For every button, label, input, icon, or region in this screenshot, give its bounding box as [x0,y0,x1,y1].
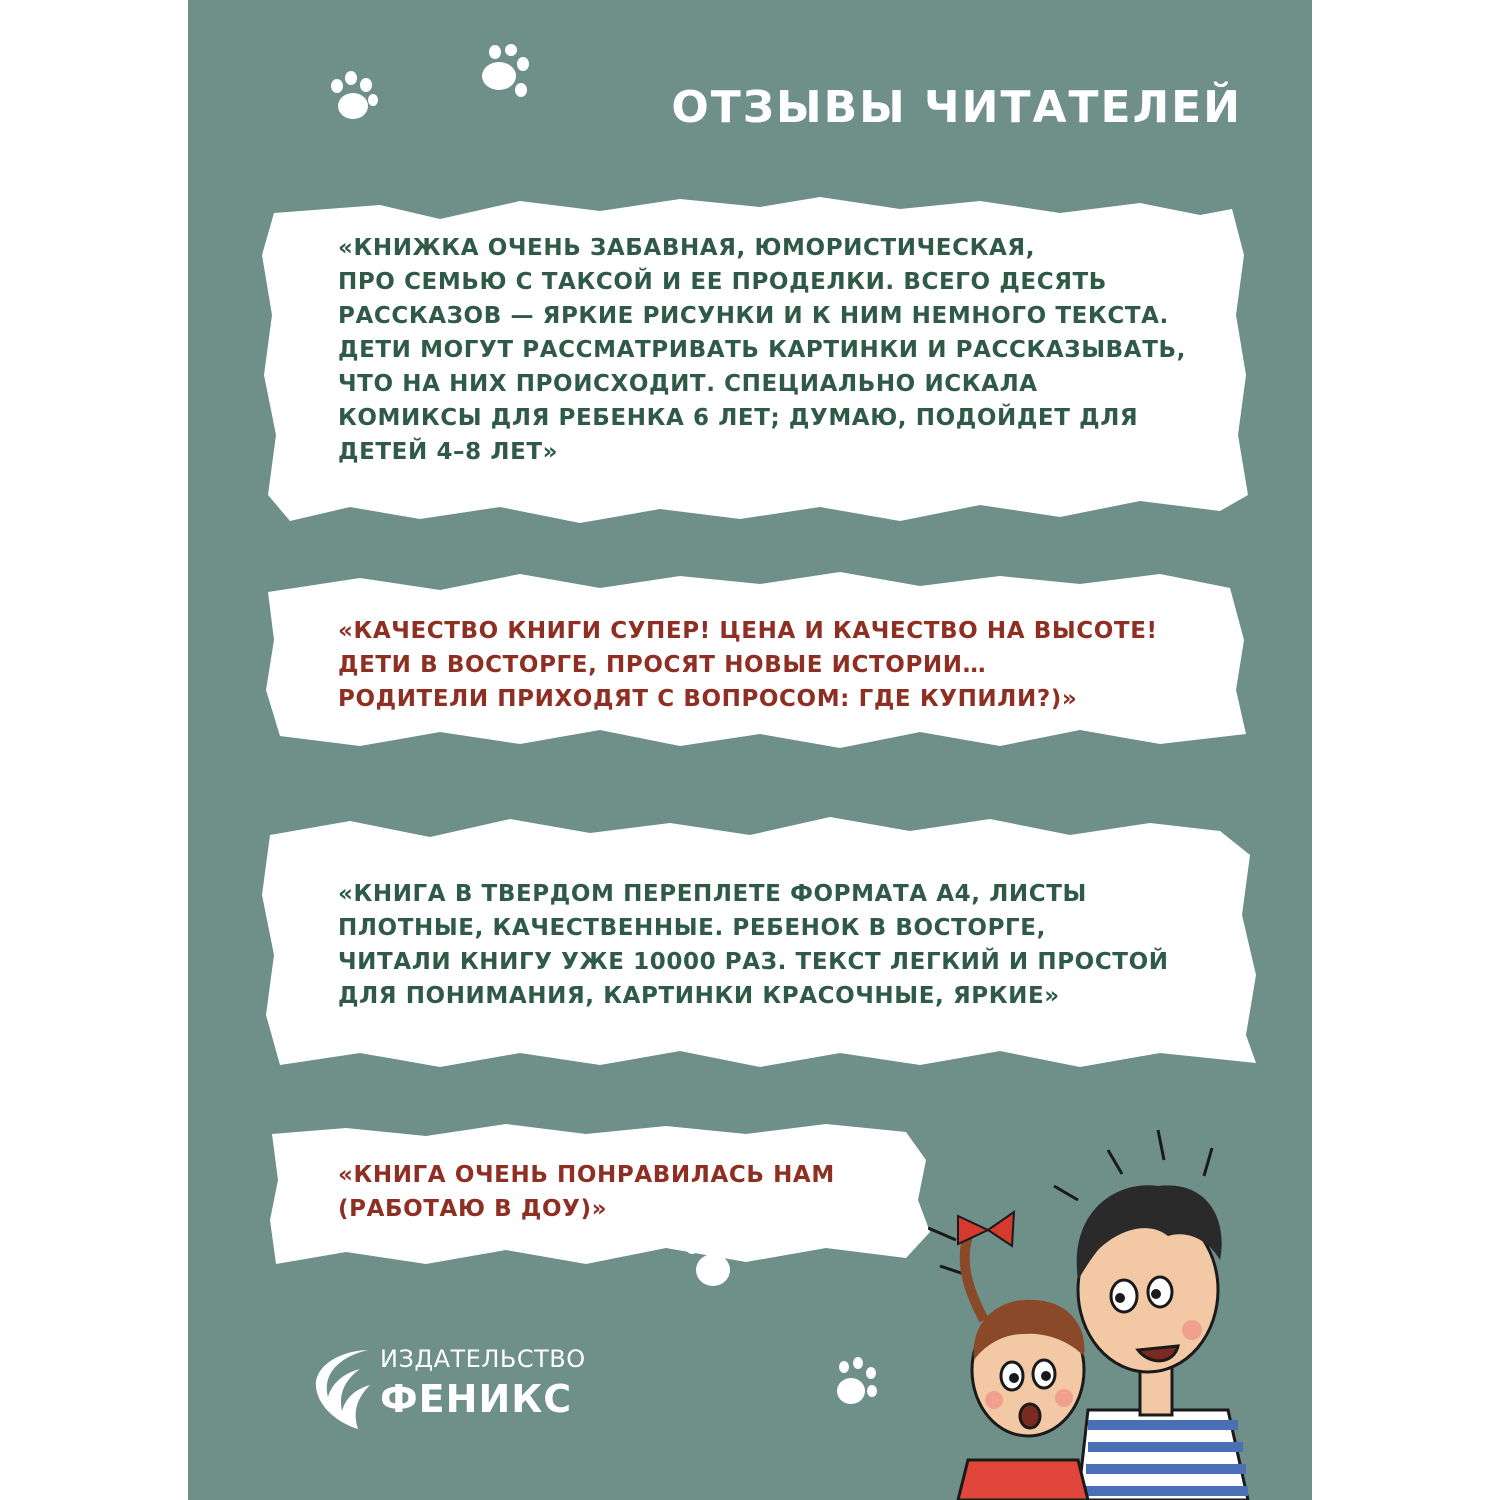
review-line: РОДИТЕЛИ ПРИХОДЯТ С ВОПРОСОМ: ГДЕ КУПИЛИ?)» [338,686,1078,712]
review-line: РАССКАЗОВ — ЯРКИЕ РИСУНКИ И К НИМ НЕМНОГО ТЕКСТА. [338,303,1169,329]
review-card [260,570,1248,750]
phoenix-logo-icon [308,1345,378,1435]
review-line: ПЛОТНЫЕ, КАЧЕСТВЕННЫЕ. РЕБЕНОК В ВОСТОРГЕ, [338,915,1046,941]
paw-print-icon [826,1355,886,1415]
review-line: «КНИЖКА ОЧЕНЬ ЗАБАВНАЯ, ЮМОРИСТИЧЕСКАЯ, [338,235,1036,261]
review-line: (РАБОТАЮ В ДОУ)» [338,1196,608,1222]
review-line: ДЕТЕЙ 4–8 ЛЕТ» [338,439,559,465]
review-line: ДЛЯ ПОНИМАНИЯ, КАРТИНКИ КРАСОЧНЫЕ, ЯРКИЕ» [338,983,1060,1009]
review-line: ДЕТИ МОГУТ РАССМАТРИВАТЬ КАРТИНКИ И РАССКАЗЫВАТЬ, [338,337,1186,363]
review-line: «КНИГА В ТВЕРДОМ ПЕРЕПЛЕТЕ ФОРМАТА А4, ЛИСТЫ [338,881,1087,907]
kids-illustration [928,1120,1312,1500]
logo-small-text: ИЗДАТЕЛЬСТВО [380,1345,586,1373]
review-line: ЧТО НА НИХ ПРОИСХОДИТ. СПЕЦИАЛЬНО ИСКАЛА [338,371,1038,397]
page-title: ОТЗЫВЫ ЧИТАТЕЛЕЙ [671,82,1242,133]
review-line: ДЕТИ В ВОСТОРГЕ, ПРОСЯТ НОВЫЕ ИСТОРИИ… [338,652,987,678]
review-line: ЧИТАЛИ КНИГУ УЖЕ 10000 РАЗ. ТЕКСТ ЛЕГКИЙ И ПРОСТОЙ [338,949,1169,975]
paw-print-icon [473,42,538,107]
review-line: КОМИКСЫ ДЛЯ РЕБЕНКА 6 ЛЕТ; ДУМАЮ, ПОДОЙДЕТ ДЛЯ [338,405,1139,431]
review-card [260,195,1248,525]
logo-big-text: ФЕНИКС [380,1377,573,1421]
review-line: «КАЧЕСТВО КНИГИ СУПЕР! ЦЕНА И КАЧЕСТВО НА ВЫСОТЕ! [338,618,1158,644]
review-card [266,1120,936,1270]
page-panel [188,0,1312,1500]
review-card [260,815,1260,1070]
paw-print-icon [323,68,383,128]
review-line: «КНИГА ОЧЕНЬ ПОНРАВИЛАСЬ НАМ [338,1162,835,1188]
review-line: ПРО СЕМЬЮ С ТАКСОЙ И ЕЕ ПРОДЕЛКИ. ВСЕГО ДЕСЯТЬ [338,269,1107,295]
